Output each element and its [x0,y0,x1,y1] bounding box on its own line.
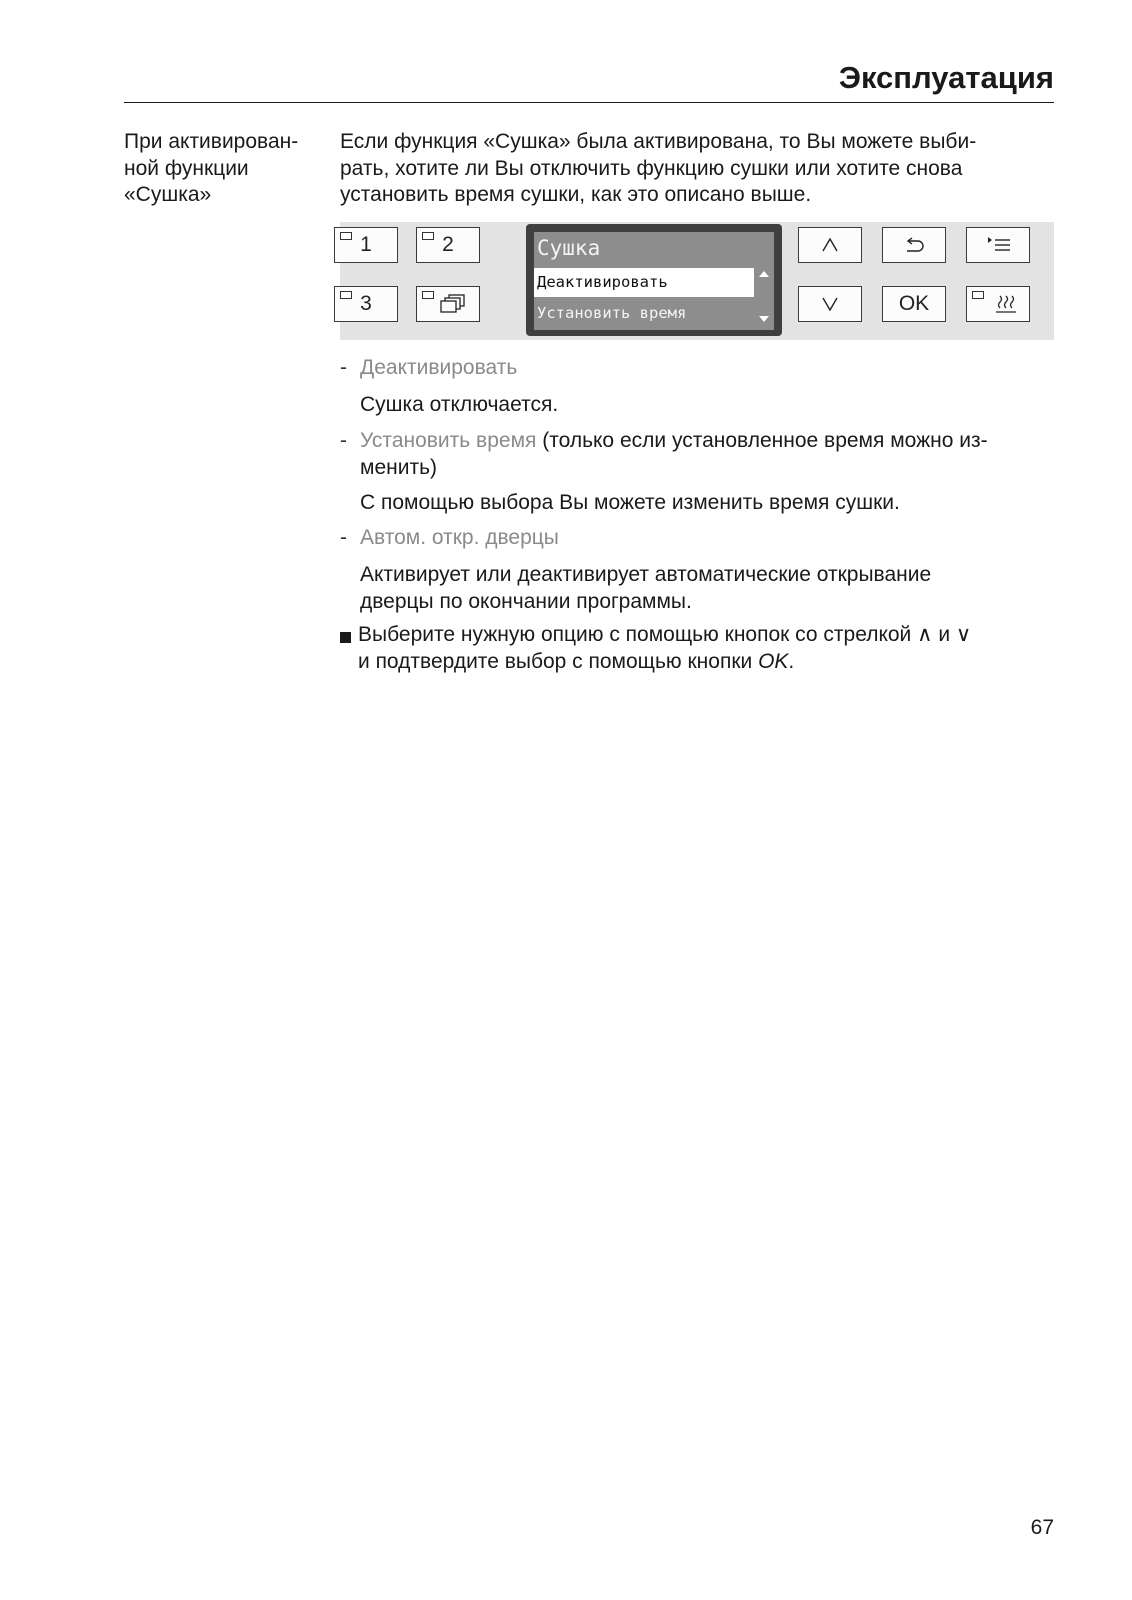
program-key-1-label: 1 [360,233,372,256]
instruction [340,622,1060,675]
scroll-down-icon [758,315,770,323]
option-dash: - [340,356,347,379]
option-label: Автом. откр. дверцы [360,526,559,549]
display-menu [534,265,774,330]
programs-button[interactable] [416,286,480,322]
program-key-2-label: 2 [442,233,454,256]
indicator-led [972,291,984,299]
instruction-line: Выберите нужную опцию с помощью кнопок со стрелкой ∧ и ∨ [358,623,972,646]
ok-button-label: OK [898,292,930,315]
control-panel [340,222,1054,340]
intro-line: установить время сушки, как это описано выше. [340,183,812,206]
option-auto-door [340,525,1060,552]
ok-key-reference: OK [758,649,789,673]
option-label: Установить время [360,429,537,452]
side-label [124,129,334,209]
option-set-time-description [360,490,1080,517]
option-deactivate-description [360,392,1080,419]
intro-line: рать, хотите ли Вы отключить функцию сушки или хотите снова [340,156,963,180]
description-line: Активирует или деактивирует автоматические открывание [360,563,932,586]
page-number: 67 [1030,1516,1054,1539]
indicator-led [340,291,352,299]
option-dash: - [340,526,347,549]
option-dash: - [340,429,347,452]
side-label-line: ной функции [124,156,249,180]
option-label-suffix: (только если установленное время можно из- [536,429,988,452]
menu-button[interactable] [966,227,1030,263]
option-deactivate [340,355,1060,382]
scroll-up-icon [758,270,770,278]
program-key-3[interactable] [334,286,398,322]
lcd-display [526,224,782,336]
menu-icon [984,236,1012,254]
program-key-2[interactable] [416,227,480,263]
program-key-3-label: 3 [360,292,372,315]
description-line: С помощью выбора Вы можете изменить время сушки. [360,491,900,514]
instruction-text: и подтвердите выбор с помощью кнопки [358,649,759,673]
option-auto-door-description [360,562,1080,615]
instruction-period: . [788,649,795,673]
indicator-led [422,291,434,299]
down-button[interactable] [798,286,862,322]
option-label-suffix-line2: менить) [360,455,437,479]
page-title: Эксплуатация [838,60,1054,95]
option-label: Деактивировать [360,356,518,379]
header-divider [124,102,1054,103]
indicator-led [340,232,352,240]
display-item-set-time[interactable]: Установить время [537,304,687,322]
back-button[interactable] [882,227,946,263]
option-set-time [340,428,1060,481]
instruction-line-2 [340,649,1060,676]
side-label-line: При активирован- [124,130,299,153]
intro-line: Если функция «Сушка» была активирована, то Вы можете выби- [340,130,977,153]
display-title: Сушка [534,232,774,265]
up-button[interactable] [798,227,862,263]
down-arrow-icon [822,297,838,311]
description-line: дверцы по окончании программы. [360,589,692,613]
display-item-deactivate[interactable]: Деактивировать [534,268,754,297]
bullet-square-icon [340,632,351,643]
back-icon [903,237,925,253]
side-label-line: «Сушка» [124,183,212,206]
intro-paragraph [340,129,1060,209]
programs-icon [437,294,467,314]
up-arrow-icon [822,238,838,252]
drying-icon [995,294,1017,314]
description-line: Сушка отключается. [360,393,559,416]
drying-button[interactable] [966,286,1030,322]
indicator-led [422,232,434,240]
ok-button[interactable] [882,286,946,322]
program-key-1[interactable] [334,227,398,263]
